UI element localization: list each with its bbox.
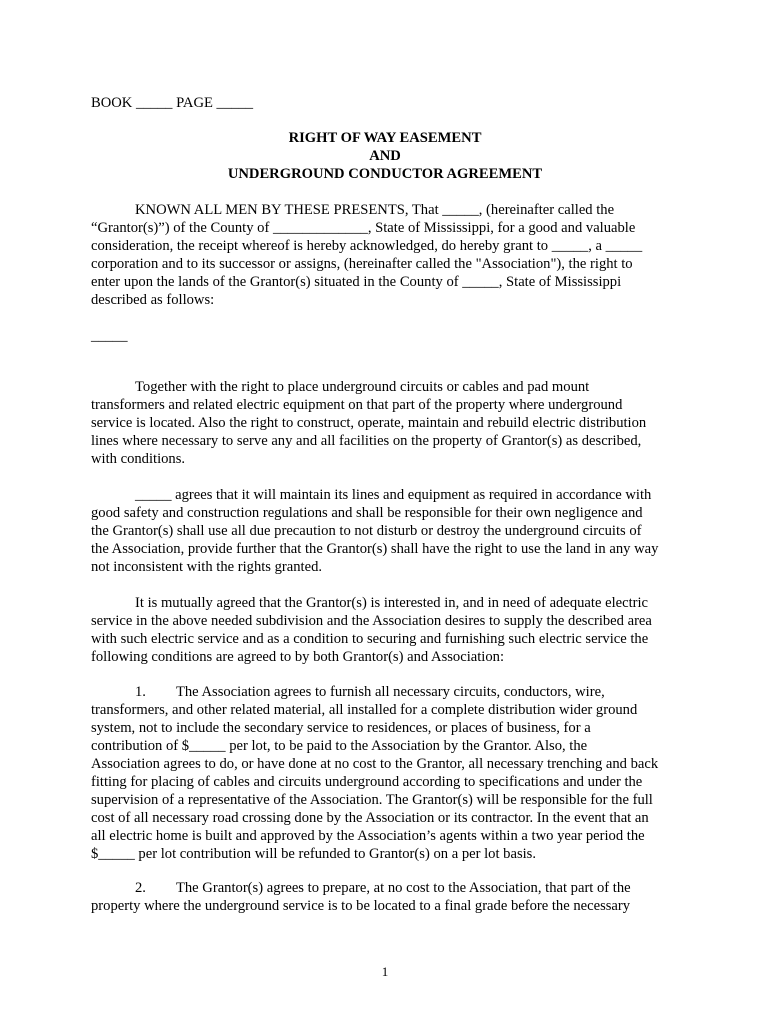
paragraph-line: system, not to include the secondary service to residences, or places of business, for a (91, 720, 591, 736)
title-line-1: RIGHT OF WAY EASEMENT (288, 130, 482, 146)
paragraph-line: following conditions are agreed to by both Grantor(s) and Association: (91, 649, 504, 665)
paragraph-line: described as follows: (91, 292, 215, 308)
paragraph-line: not inconsistent with the rights granted. (91, 559, 323, 575)
title-line-3: UNDERGROUND CONDUCTOR AGREEMENT (227, 166, 543, 182)
paragraph-line: service in the above needed subdivision and the Association desires to supply the described area (91, 613, 652, 629)
paragraph-line: “Grantor(s)”) of the County of _____________, State of Mississippi, for a good and valuable (91, 220, 636, 236)
property-description-blank (91, 327, 691, 345)
paragraph-line: transformers and related electric equipment on that part of the property where underground (91, 397, 623, 413)
paragraph-line: Association agrees to do, or have done at no cost to the Grantor, all necessary trenching and back (91, 756, 659, 772)
paragraph-line: lines where necessary to serve any and all facilities on the property of Grantor(s) as described, (91, 433, 642, 449)
paragraph-line: cost of all necessary road crossing done by the Association or its contractor. In the event that an (91, 810, 649, 826)
book-page-text: BOOK _____ PAGE _____ (91, 95, 254, 111)
paragraph-line: _____ agrees that it will maintain its lines and equipment as required in accordance with (135, 487, 652, 503)
paragraph-line: with conditions. (91, 451, 186, 467)
paragraph-line: corporation and to its successor or assigns, (hereinafter called the "Association"), the right to (91, 256, 633, 272)
paragraph-line: good safety and construction regulations and shall be responsible for their own negligence and (91, 505, 643, 521)
paragraph-line: the Grantor(s) shall use all due precaution to not disturb or destroy the underground circuits of (91, 523, 642, 539)
blank-field: _____ (91, 328, 128, 344)
paragraph-line: property where the underground service is to be located to a final grade before the necessary (91, 898, 631, 914)
title-line-2: AND (369, 148, 401, 164)
paragraph-line: enter upon the lands of the Grantor(s) situated in the County of _____, State of Mississippi (91, 274, 622, 290)
paragraph-grant (91, 201, 691, 309)
paragraph-line: KNOWN ALL MEN BY THESE PRESENTS, That _____, (hereinafter called the (135, 202, 615, 218)
book-page-line (91, 94, 691, 112)
paragraph-line: transformers, and other related material, all installed for a complete distribution wider ground (91, 702, 638, 718)
paragraph-line: Together with the right to place underground circuits or cables and pad mount (135, 379, 590, 395)
paragraph-line: 2. The Grantor(s) agrees to prepare, at no cost to the Association, that part of the (135, 880, 631, 896)
paragraph-line: $_____ per lot contribution will be refunded to Grantor(s) on a per lot basis. (91, 846, 537, 862)
paragraph-line: 1. The Association agrees to furnish all necessary circuits, conductors, wire, (135, 684, 605, 700)
paragraph-mutual-agreement (91, 594, 691, 666)
paragraph-line: consideration, the receipt whereof is hereby acknowledged, do hereby grant to _____, a _____ (91, 238, 643, 254)
paragraph-condition-2 (91, 879, 691, 915)
paragraph-condition-1 (91, 683, 691, 863)
paragraph-rights (91, 378, 691, 468)
paragraph-line: supervision of a representative of the Association. The Grantor(s) will be responsible for the full (91, 792, 653, 808)
paragraph-line: the Association, provide further that the Grantor(s) shall have the right to use the land in any way (91, 541, 659, 557)
paragraph-line: contribution of $_____ per lot, to be paid to the Association by the Grantor. Also, the (91, 738, 588, 754)
condition-number: 2. (135, 880, 146, 896)
paragraph-line: service is located. Also the right to construct, operate, maintain and rebuild electric distribution (91, 415, 647, 431)
paragraph-line: It is mutually agreed that the Grantor(s) is interested in, and in need of adequate electric (135, 595, 649, 611)
condition-number: 1. (135, 684, 146, 700)
paragraph-line: all electric home is built and approved by the Association’s agents within a two year period the (91, 828, 645, 844)
paragraph-maintenance (91, 486, 691, 576)
paragraph-line: fitting for placing of cables and circuits underground according to specifications and under the (91, 774, 643, 790)
paragraph-line: with such electric service and as a condition to securing and furnishing such electric service the (91, 631, 649, 647)
page-number: 1 (381, 964, 389, 979)
